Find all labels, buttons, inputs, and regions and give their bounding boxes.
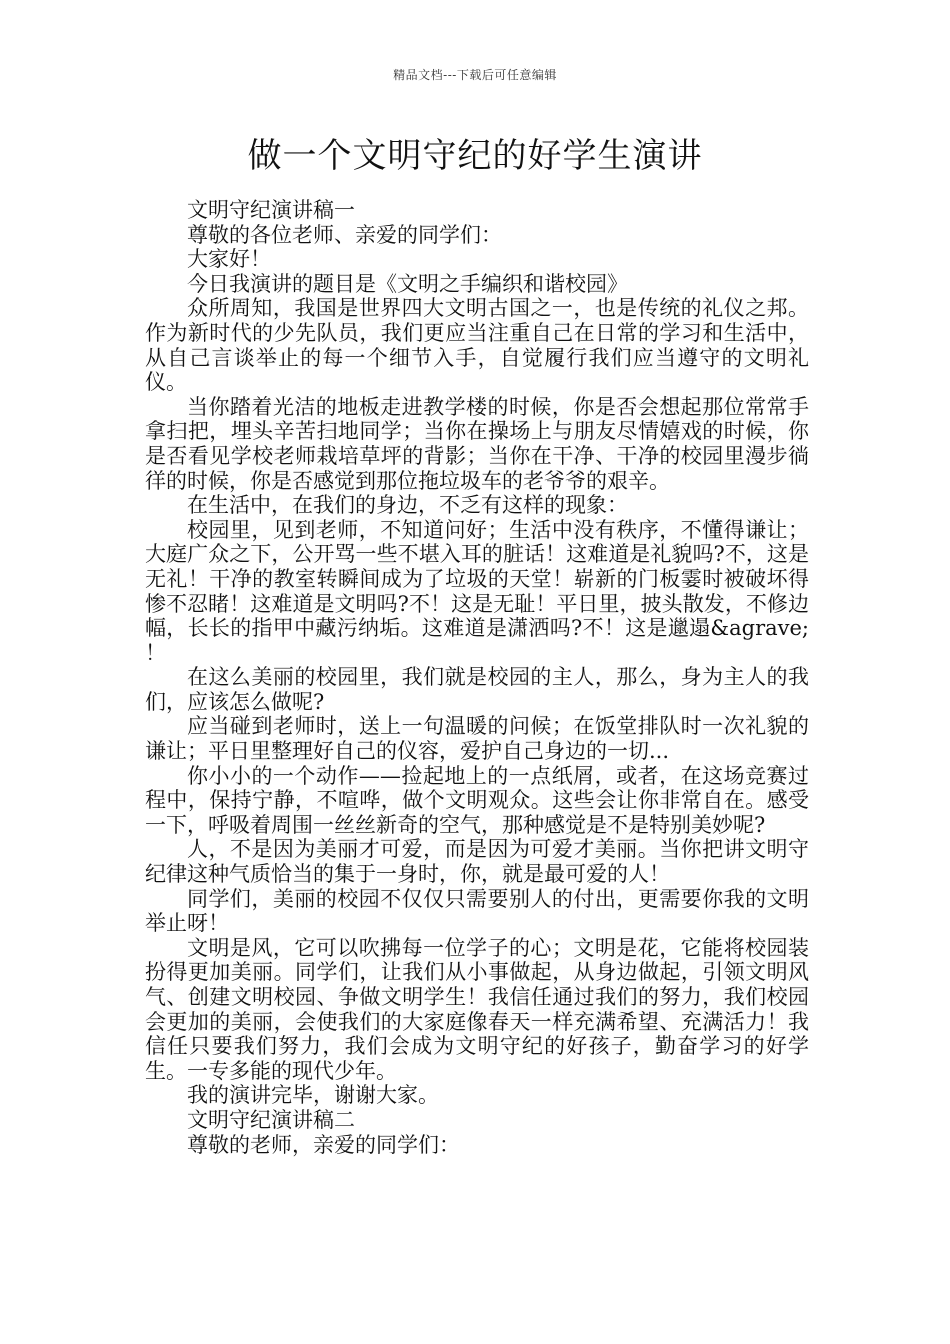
paragraph: 大家好！ — [187, 247, 271, 272]
paragraph: 当你踏着光洁的地板走进教学楼的时候，你是否会想起那位常常手拿扫把，埋头辛苦扫地同学；当你在操场上与朋友尽情嬉戏的时候，你是否看见学校老师栽培草坪的背影；当你在干净、干净的校园里漫步徜徉的时候，你是否感觉到那位拖垃圾车的老爷爷的艰辛。 — [145, 394, 809, 493]
paragraph: 你小小的一个动作——捡起地上的一点纸屑，或者，在这场竞赛过程中，保持宁静，不喧哗，做个文明观众。这些会让你非常自在。感受一下，呼吸着周围一丝丝新奇的空气，那种感觉是不是特别美妙呢? — [145, 763, 809, 837]
paragraph: 尊敬的各位老师、亲爱的同学们： — [187, 222, 502, 247]
document-title: 做一个文明守纪的好学生演讲 — [247, 136, 703, 176]
paragraph: 尊敬的老师，亲爱的同学们： — [187, 1132, 460, 1157]
paragraph: 文明守纪演讲稿一 — [187, 198, 355, 222]
paragraph: 众所周知，我国是世界四大文明古国之一，也是传统的礼仪之邦。 作为新时代的少先队员，我们更应当注重自己在日常的学习和生活中，从自己言谈举止的每一个细节入手，自觉履行我们应当遵守的文明礼仪。 — [145, 296, 809, 395]
paragraph: 文明守纪演讲稿二 — [187, 1107, 355, 1132]
paragraph: 人，不是因为美丽才可爱，而是因为可爱才美丽。当你把讲文明守纪律这种气质恰当的集于一身时，你，就是最可爱的人！ — [145, 837, 809, 887]
paragraph: 文明是风，它可以吹拂每一位学子的心；文明是花，它能将校园装扮得更加美丽。同学们，让我们从小事做起，从身边做起，引领文明风气、创建文明校园、争做文明学生！我信任通过我们的努力，我们校园会更加的美丽，会使我们的大家庭像春天一样充满希望、充满活力！我信任只要我们努力，我们会成为文明守纪的好孩子，勤奋学习的好学生。一专多能的现代少年。 — [145, 935, 809, 1083]
page-header-note: 精品文档---下载后可任意编辑 — [393, 68, 557, 82]
paragraph: 我的演讲完毕，谢谢大家。 — [187, 1083, 439, 1108]
paragraph: 校园里，见到老师，不知道问好；生活中没有秩序，不懂得谦让；大庭广众之下，公开骂一些不堪入耳的脏话！这难道是礼貌吗?不，这是无礼！干净的教室转瞬间成为了垃圾的天堂！崭新的门板霎时被破坏得惨不忍睹！这难道是文明吗?不！这是无耻！平日里，披头散发，不修边幅，长长的指甲中藏污纳垢。这难道是潇洒吗?不！这是邋遢&agrave; ！ — [145, 517, 809, 665]
paragraph: 应当碰到老师时，送上一句温暖的问候；在饭堂排队时一次礼貌的谦让；平日里整理好自己的仪容，爱护自己身边的一切... — [145, 714, 809, 764]
paragraph: 在生活中，在我们的身边，不乏有这样的现象： — [187, 493, 628, 518]
document-body — [145, 198, 809, 1157]
paragraph: 今日我演讲的题目是《文明之手编织和谐校园》 — [187, 271, 628, 296]
paragraph: 同学们，美丽的校园不仅仅只需要别人的付出，更需要你我的文明举止呀！ — [145, 886, 809, 936]
paragraph: 在这么美丽的校园里，我们就是校园的主人，那么，身为主人的我们，应该怎么做呢? — [145, 665, 809, 714]
